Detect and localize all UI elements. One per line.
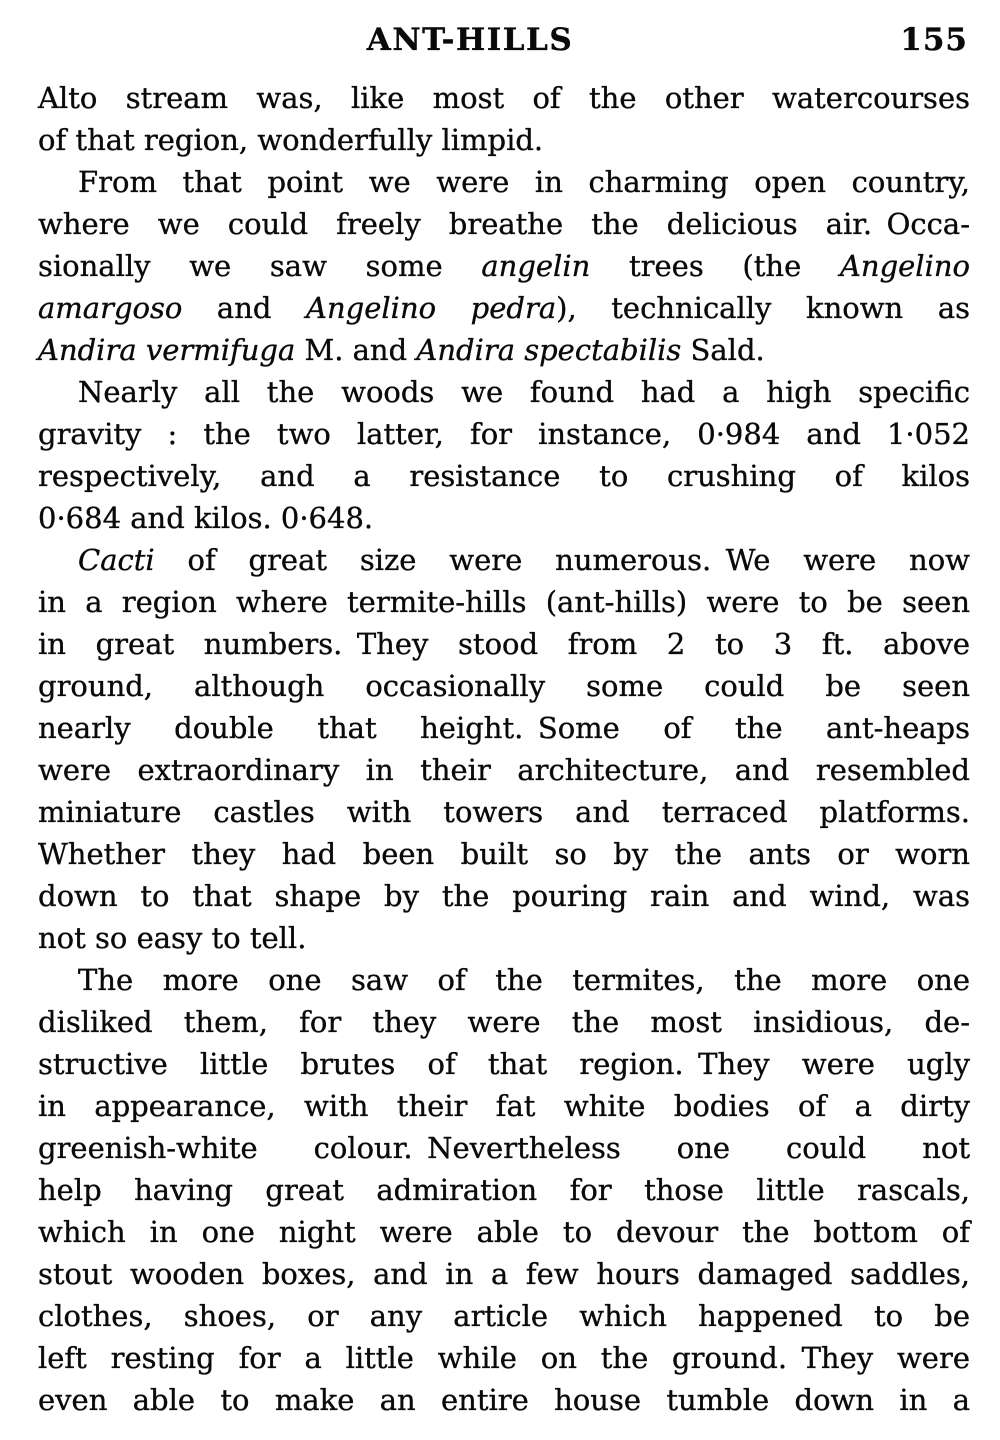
italic-text-segment: amargoso: [38, 291, 183, 325]
italic-text-segment: Andira spectabilis: [416, 333, 682, 367]
page-header: [38, 18, 970, 66]
text-line: [38, 1211, 970, 1253]
text-line: [38, 203, 970, 245]
text-segment: disliked them, for they were the most insidious, de-: [38, 1005, 970, 1039]
text-segment: and: [182, 291, 307, 325]
text-line: [38, 119, 970, 161]
text-line: [38, 665, 970, 707]
italic-text-segment: Angelino pedra: [306, 291, 557, 325]
text-line: [38, 371, 970, 413]
text-line: [38, 1085, 970, 1127]
text-segment: left resting for a little while on the ground. They were: [38, 1341, 970, 1375]
italic-text-segment: Andira vermifuga: [38, 333, 296, 367]
page-body: [38, 77, 970, 1421]
text-line: [38, 623, 970, 665]
text-line: [38, 497, 970, 539]
text-segment: in a region where termite-hills (ant-hills) were to be seen: [38, 585, 970, 619]
text-segment: trees (the: [590, 249, 840, 283]
text-segment: miniature castles with towers and terraced platforms.: [38, 795, 970, 829]
text-line: [38, 749, 970, 791]
text-segment: in great numbers. They stood from 2 to 3 ft. above: [38, 627, 970, 661]
text-line: [38, 329, 970, 371]
text-line: [38, 539, 970, 581]
text-segment: greenish-white colour. Nevertheless one could not: [38, 1131, 970, 1165]
text-line: [38, 581, 970, 623]
italic-text-segment: angelin: [481, 249, 591, 283]
text-line: [38, 917, 970, 959]
text-segment: stout wooden boxes, and in a few hours damaged saddles,: [38, 1257, 970, 1291]
page-number: 155: [900, 22, 968, 58]
text-segment: Whether they had been built so by the ants or worn: [38, 837, 970, 871]
text-line: [38, 1043, 970, 1085]
text-segment: sionally we saw some: [38, 249, 482, 283]
text-line: [38, 1337, 970, 1379]
text-segment: in appearance, with their fat white bodies of a dirty: [38, 1089, 970, 1123]
text-segment: respectively, and a resistance to crushing of kilos: [38, 459, 970, 493]
text-line: [38, 1295, 970, 1337]
text-line: [38, 77, 970, 119]
text-segment: From that point we were in charming open country,: [78, 165, 970, 199]
text-segment: not so easy to tell.: [38, 921, 307, 955]
text-segment: The more one saw of the termites, the more one: [78, 963, 970, 997]
text-segment: down to that shape by the pouring rain and wind, was: [38, 879, 970, 913]
text-line: [38, 1379, 970, 1421]
text-segment: nearly double that height. Some of the ant-heaps: [38, 711, 970, 745]
text-segment: ), technically known as: [556, 291, 970, 325]
italic-text-segment: Angelino: [839, 249, 970, 283]
text-segment: of great size were numerous. We were now: [154, 543, 970, 577]
text-line: [38, 455, 970, 497]
text-segment: of that region, wonderfully limpid.: [38, 123, 544, 157]
text-segment: M. and: [295, 333, 417, 367]
text-segment: ground, although occasionally some could be seen: [38, 669, 970, 703]
text-segment: where we could freely breathe the delicious air. Occa-: [38, 207, 970, 241]
text-line: [38, 833, 970, 875]
text-line: [38, 959, 970, 1001]
text-segment: clothes, shoes, or any article which happened to be: [38, 1299, 970, 1333]
text-line: [38, 707, 970, 749]
text-segment: help having great admiration for those little rascals,: [38, 1173, 970, 1207]
text-segment: gravity : the two latter, for instance, 0·984 and 1·052: [38, 417, 970, 451]
italic-text-segment: Cacti: [78, 543, 155, 577]
text-line: [38, 161, 970, 203]
text-segment: 0·684 and kilos. 0·648.: [38, 501, 374, 535]
text-segment: which in one night were able to devour the bottom of: [38, 1215, 970, 1249]
text-line: [38, 245, 970, 287]
text-line: [38, 1169, 970, 1211]
text-segment: Alto stream was, like most of the other watercourses: [38, 81, 970, 115]
text-segment: Sald.: [681, 333, 765, 367]
running-title: ANT-HILLS: [366, 22, 574, 58]
text-line: [38, 287, 970, 329]
text-line: [38, 875, 970, 917]
text-line: [38, 1127, 970, 1169]
text-segment: even able to make an entire house tumble down in a: [38, 1383, 970, 1417]
text-segment: Nearly all the woods we found had a high specific: [78, 375, 970, 409]
text-line: [38, 1001, 970, 1043]
text-line: [38, 413, 970, 455]
text-line: [38, 791, 970, 833]
text-segment: structive little brutes of that region. They were ugly: [38, 1047, 970, 1081]
text-line: [38, 1253, 970, 1295]
text-segment: were extraordinary in their architecture, and resembled: [38, 753, 970, 787]
